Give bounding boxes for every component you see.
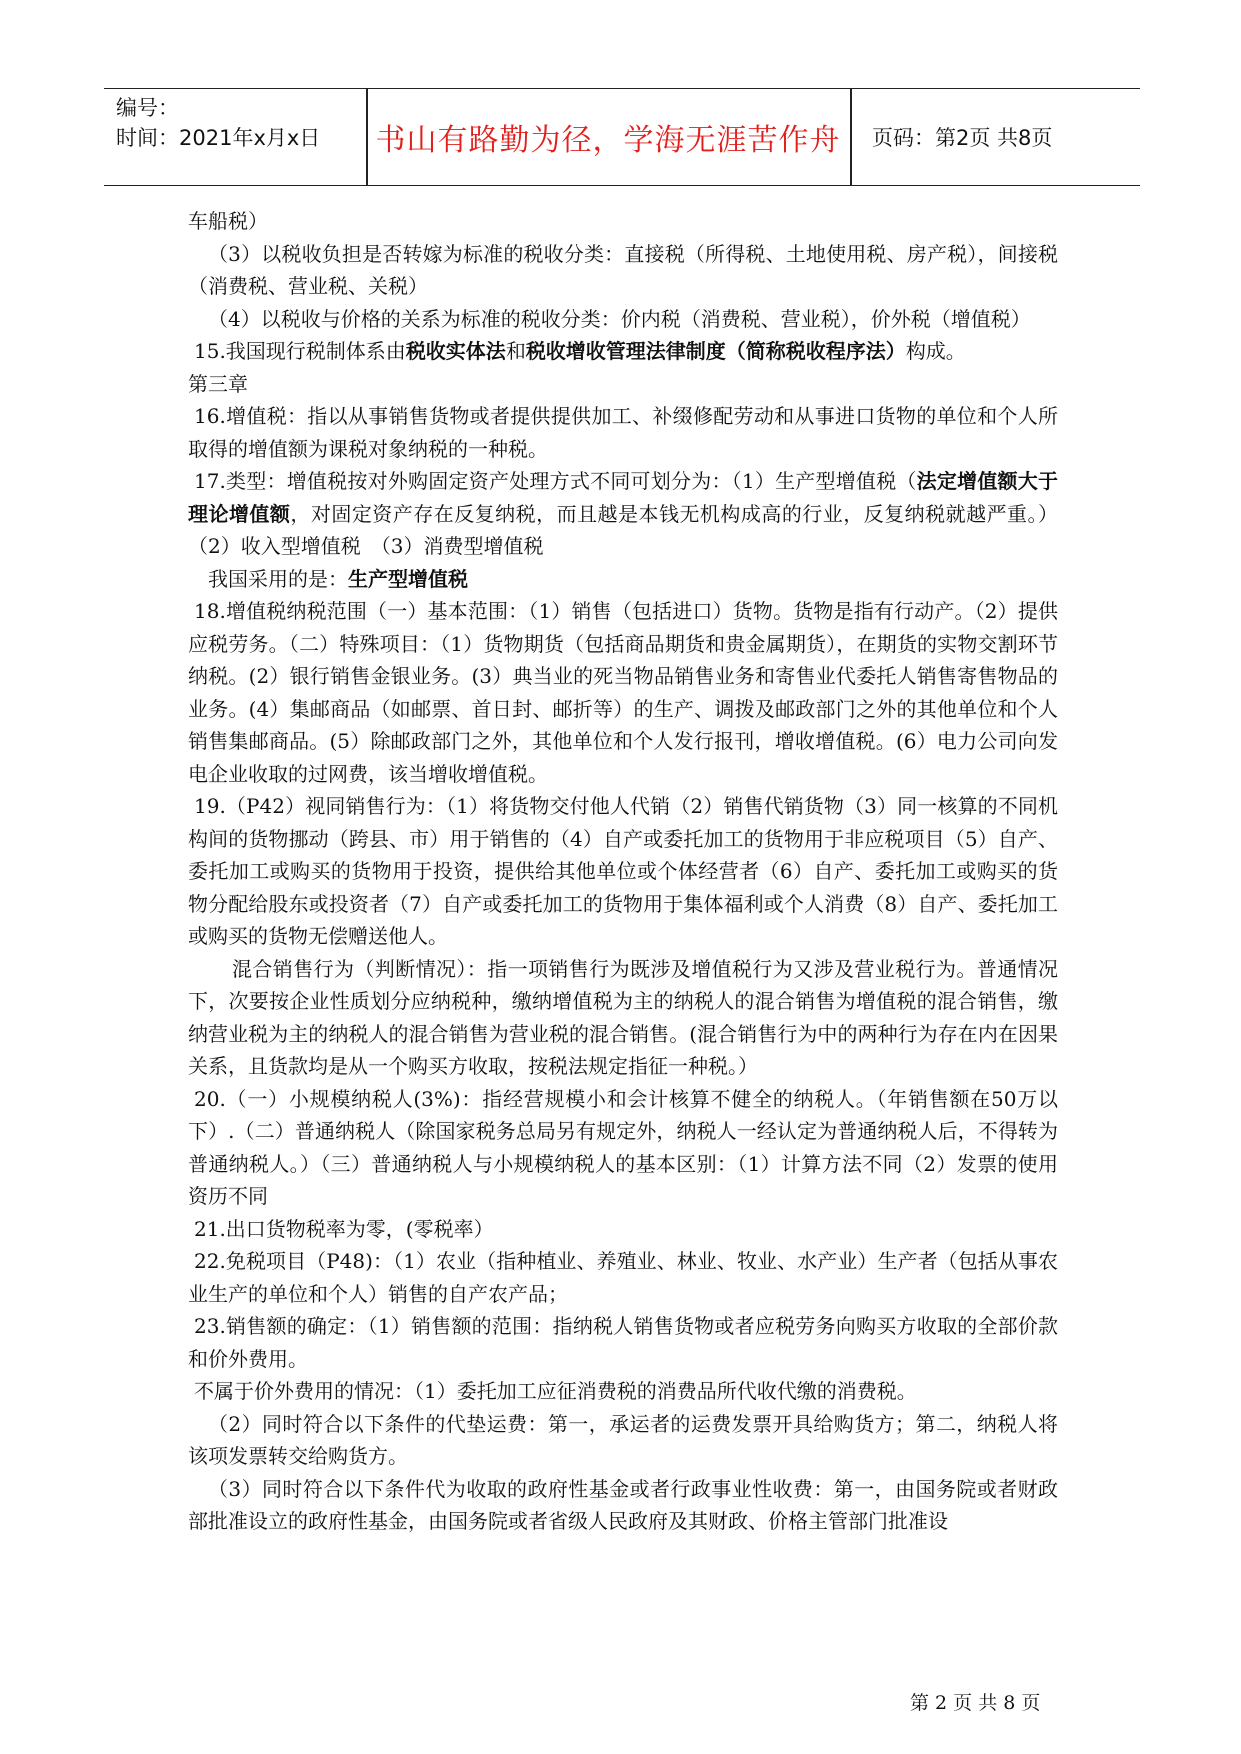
paragraph: 16.增值税：指以从事销售货物或者提供提供加工、补缀修配劳动和从事进口货物的单位和个人所取得的增值额为课税对象纳税的一种税。 (188, 404, 1058, 461)
paragraph: 22.免税项目（P48)：（1）农业（指种植业、养殖业、林业、牧业、水产业）生产者（包括从事农业生产的单位和个人）销售的自产农产品； (188, 1249, 1058, 1306)
paragraph: 我国采用的是：生产型增值税 (208, 566, 468, 591)
paragraph: 车船税） (188, 209, 268, 233)
paragraph: 23.销售额的确定：（1）销售额的范围：指纳税人销售货物或者应税劳务向购买方收取的全部价款和价外费用。 (188, 1314, 1058, 1371)
page-footer-number: 第 2 页 共 8 页 (910, 1692, 1041, 1714)
paragraph: 21.出口货物税率为零，(零税率） (194, 1216, 494, 1241)
paragraph: 不属于价外费用的情况：（1）委托加工应征消费税的消费品所代收代缴的消费税。 (194, 1379, 917, 1403)
paragraph: （2）同时符合以下条件的代垫运费：第一，承运者的运费发票开具给购货方；第二，纳税人将该项发票转交给购货方。 (188, 1411, 1058, 1468)
page-header (104, 88, 1140, 186)
paragraph: （4）以税收与价格的关系为标准的税收分类：价内税（消费税、营业税），价外税（增值税） (208, 306, 1031, 331)
paragraph: 18.增值税纳税范围（一）基本范围：（1）销售（包括进口）货物。货物是指有行动产。（2）提供应税劳务。（二）特殊项目：（1）货物期货（包括商品期货和贵金属期货），在期货的实物交割环节纳税。(2）银行销售金银业务。(3）典当业的死当物品销售业务和寄售业代委托人销售寄售物品的业务。(4）集邮商品（如邮票、首日封、邮折等）的生产、调拨及邮政部门之外的其他单位和个人销售集邮商品。(5）除邮政部门之外，其他单位和个人发行报刊，增收增值税。(6）电力公司向发电企业收取的过网费，该当增收增值税。 (188, 599, 1058, 786)
header-motto: 书山有路勤为径，学海无涯苦作舟 (375, 123, 841, 158)
chapter-heading: 第三章 (188, 371, 248, 396)
paragraph: 20.（一）小规模纳税人(3%)：指经营规模小和会计核算不健全的纳税人。（年销售额在50万以下）.（二）普通纳税人（除国家税务总局另有规定外，纳税人一经认定为普通纳税人后，不得转为普通纳税人。）（三）普通纳税人与小规模纳税人的基本区别：（1）计算方法不同（2）发票的使用资历不同 (188, 1086, 1058, 1208)
paragraph: 混合销售行为（判断情况）：指一项销售行为既涉及增值税行为又涉及营业税行为。普通情况下，次要按企业性质划分应纳税种，缴纳增值税为主的纳税人的混合销售为增值税的混合销售，缴纳营业税为主的纳税人的混合销售为营业税的混合销售。(混合销售行为中的两种行为存在内在因果关系，且货款均是从一个购买方收取，按税法规定指征一种税。） (188, 956, 1058, 1078)
bold-term: 税收增收管理法律制度（简称税收程序法） (525, 339, 906, 363)
bold-term: 法定增值额大于理论增值额 (188, 469, 1059, 526)
header-page-number: 页码：第2页 共8页 (872, 126, 1053, 150)
paragraph: 17.类型：增值税按对外购固定资产处理方式不同可划分为：（1）生产型增值税（法定增值额大于理论增值额，对固定资产存在反复纳税，而且越是本钱无机构成高的行业，反复纳税就越严重。）（2）收入型增值税 （3）消费型增值税 (188, 469, 1059, 558)
paragraph: 15.我国现行税制体系由税收实体法和税收增收管理法律制度（简称税收程序法）构成。 (194, 339, 966, 363)
paragraph: （3）同时符合以下条件代为收取的政府性基金或者行政事业性收费：第一，由国务院或者财政部批准设立的政府性基金，由国务院或者省级人民政府及其财政、价格主管部门批准设 (188, 1476, 1058, 1533)
document-time-label: 时间：2021年x月x日 (116, 126, 321, 150)
bold-term: 生产型增值税 (348, 566, 468, 591)
paragraph: （3）以税收负担是否转嫁为标准的税收分类：直接税（所得税、土地使用税、房产税），间接税（消费税、营业税、关税） (188, 241, 1058, 298)
document-number-label: 编号： (116, 96, 179, 120)
bold-term: 税收实体法 (405, 339, 506, 363)
header-meta (116, 93, 366, 181)
document-body (188, 205, 1058, 1538)
header-divider (850, 89, 852, 185)
paragraph: 19.（P42）视同销售行为：（1）将货物交付他人代销（2）销售代销货物（3）同一核算的不同机构间的货物挪动（跨县、市）用于销售的（4）自产或委托加工的货物用于非应税项目（5）自产、委托加工或购买的货物用于投资，提供给其他单位或个体经营者（6）自产、委托加工或购买的货物分配给股东或投资者（7）自产或委托加工的货物用于集体福利或个人消费（8）自产、委托加工或购买的货物无偿赠送他人。 (188, 794, 1058, 948)
